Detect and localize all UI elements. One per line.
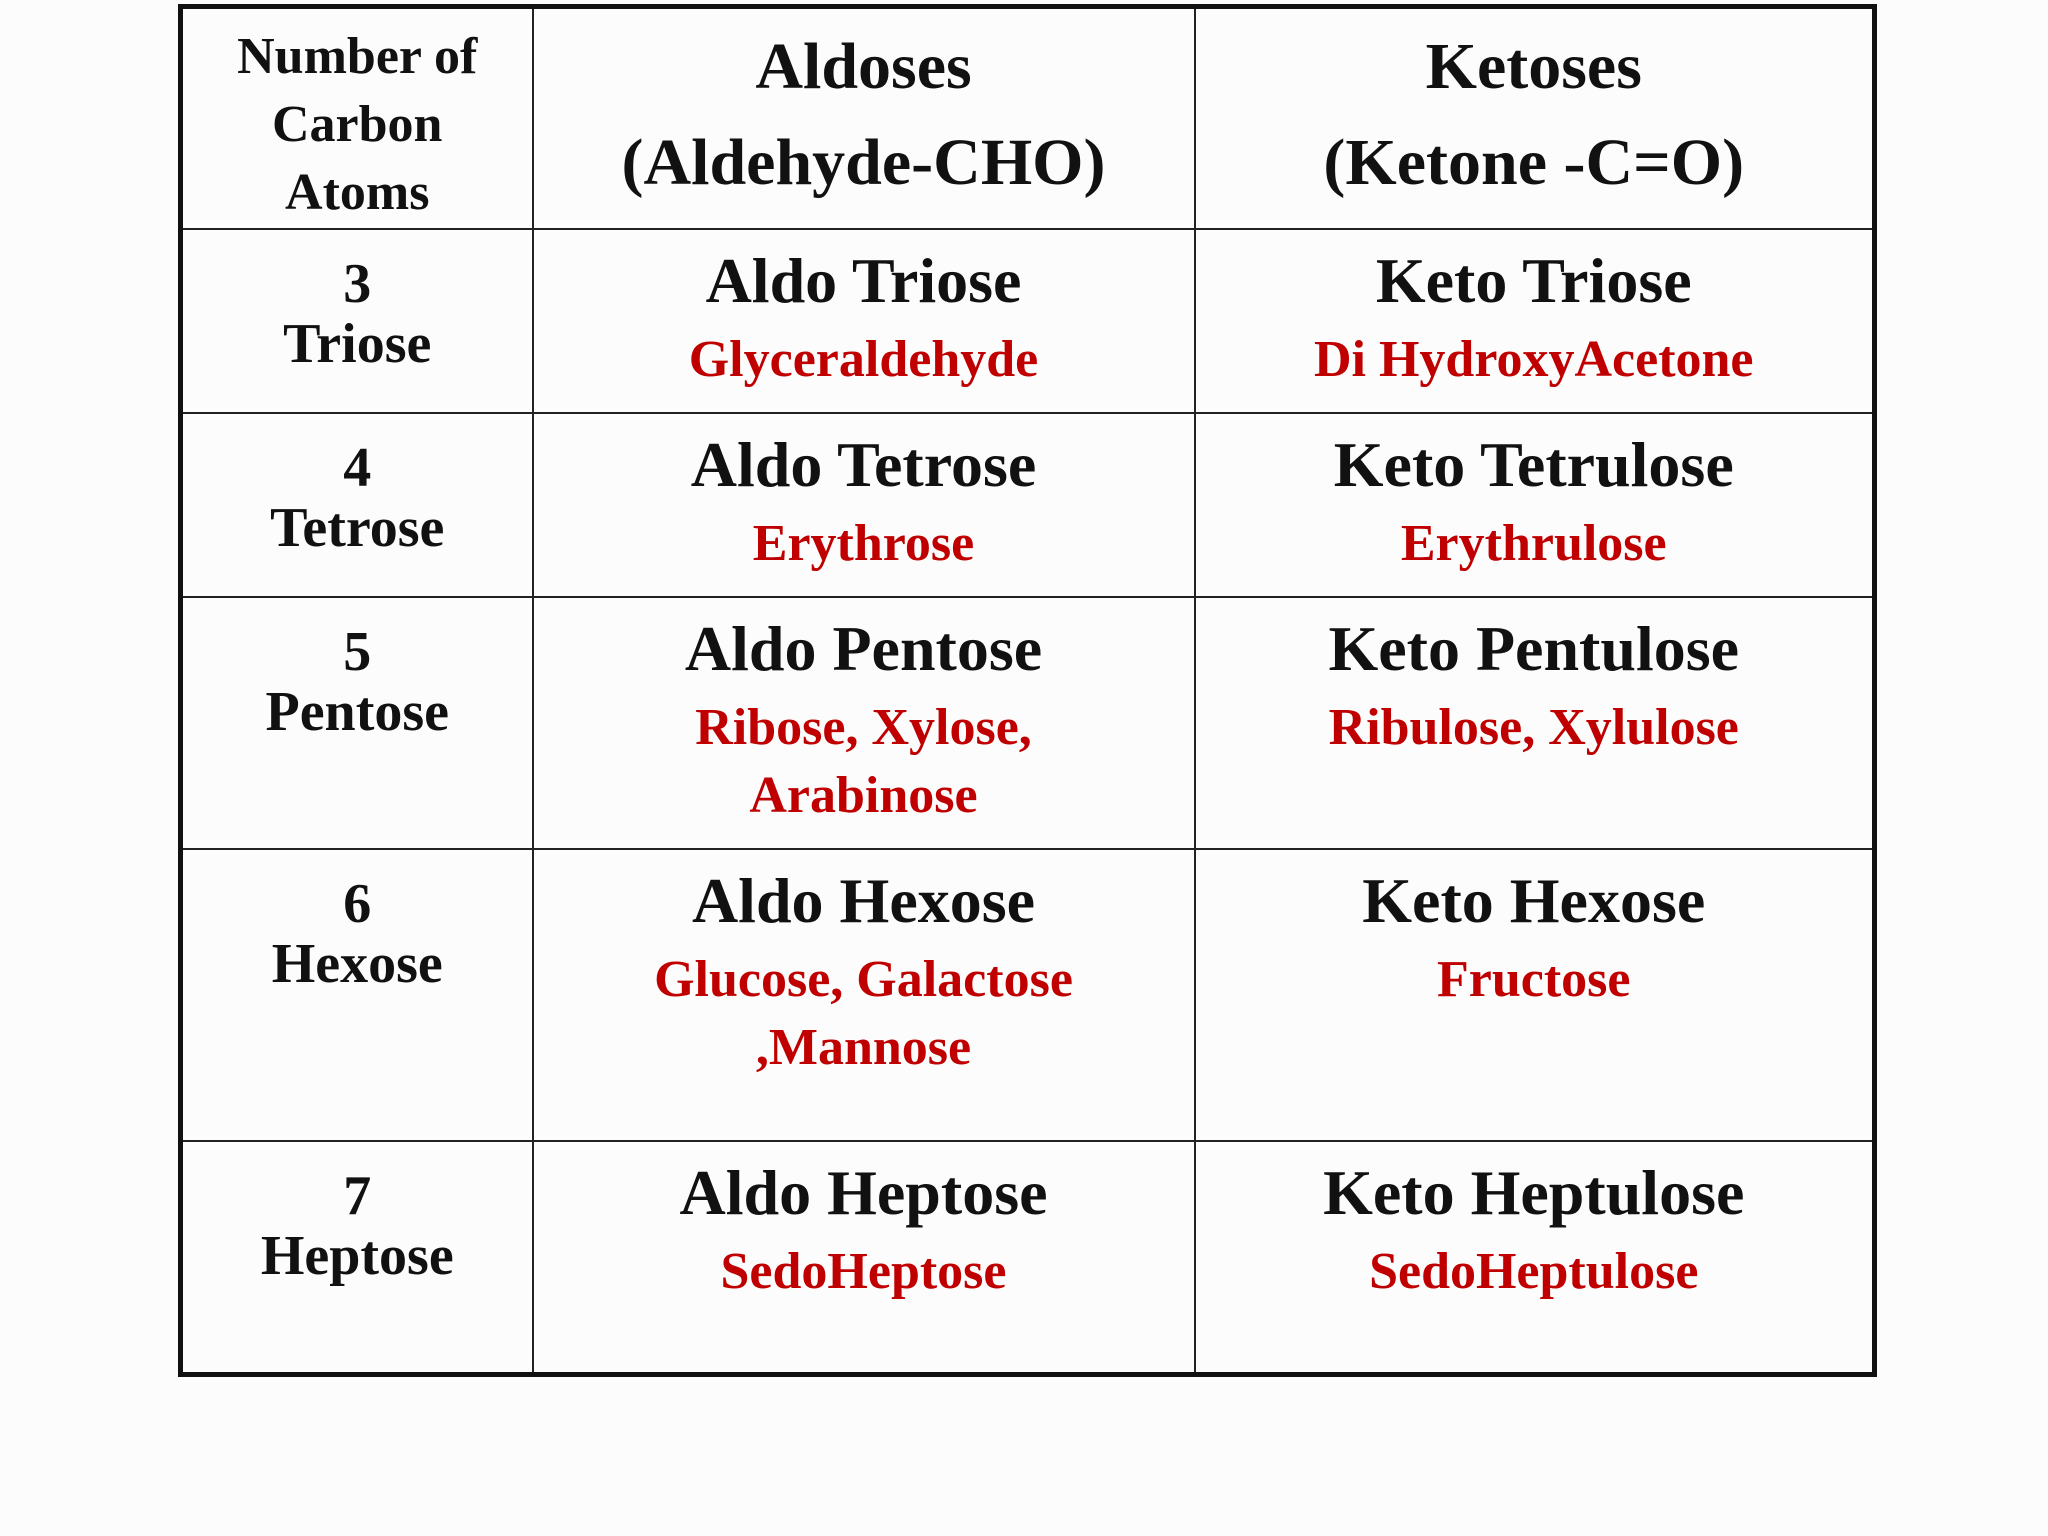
aldose-example: Glyceraldehyde bbox=[688, 330, 1039, 388]
carbon-cell bbox=[181, 597, 533, 849]
table-row bbox=[181, 229, 1875, 413]
aldose-example: Ribose, Xylose, bbox=[695, 698, 1032, 756]
monosaccharide-classification-table bbox=[178, 4, 1877, 1377]
ketose-class: Keto Hexose bbox=[1362, 864, 1706, 936]
ketose-example: Ribulose, Xylulose bbox=[1328, 698, 1739, 756]
carbon-cell bbox=[181, 229, 533, 413]
ketose-class: Keto Pentulose bbox=[1328, 612, 1740, 684]
aldose-class: Aldo Tetrose bbox=[690, 428, 1037, 500]
carbon-cell bbox=[181, 849, 533, 1141]
header-ketoses-title: Ketoses bbox=[1425, 30, 1642, 103]
ketose-class: Keto Tetrulose bbox=[1333, 428, 1734, 500]
aldose-example: Arabinose bbox=[749, 766, 978, 824]
header-carbon-atoms bbox=[181, 7, 533, 229]
ketose-example: Fructose bbox=[1437, 950, 1631, 1008]
aldose-class: Aldo Triose bbox=[705, 244, 1022, 316]
carbon-name: Triose bbox=[283, 312, 432, 375]
header-carbon-line: Number of bbox=[237, 28, 478, 85]
table-row bbox=[181, 597, 1875, 849]
carbon-count: 5 bbox=[343, 620, 372, 683]
carbon-count: 6 bbox=[343, 872, 372, 935]
header-aldoses-subtitle: (Aldehyde-CHO) bbox=[621, 126, 1106, 199]
aldose-cell bbox=[533, 597, 1195, 849]
aldose-class: Aldo Heptose bbox=[679, 1156, 1048, 1228]
ketose-cell bbox=[1195, 229, 1875, 413]
header-ketoses bbox=[1195, 7, 1875, 229]
ketose-cell bbox=[1195, 597, 1875, 849]
table-header-row bbox=[181, 7, 1875, 229]
carbon-cell bbox=[181, 1141, 533, 1375]
ketose-example: Erythrulose bbox=[1400, 514, 1667, 572]
aldose-cell bbox=[533, 229, 1195, 413]
carbon-cell bbox=[181, 413, 533, 597]
ketose-class: Keto Triose bbox=[1375, 244, 1692, 316]
header-ketoses-subtitle: (Ketone -C=O) bbox=[1323, 126, 1745, 199]
ketose-class: Keto Heptulose bbox=[1323, 1156, 1745, 1228]
carbon-count: 7 bbox=[343, 1164, 372, 1227]
carbon-count: 4 bbox=[343, 436, 372, 499]
carbon-name: Heptose bbox=[260, 1224, 454, 1287]
aldose-example: SedoHeptose bbox=[720, 1242, 1007, 1300]
carbon-name: Tetrose bbox=[270, 496, 445, 559]
table-row bbox=[181, 849, 1875, 1141]
table-row bbox=[181, 1141, 1875, 1375]
header-carbon-line: Atoms bbox=[285, 164, 430, 221]
carbon-name: Hexose bbox=[271, 932, 443, 995]
header-aldoses-title: Aldoses bbox=[755, 30, 972, 103]
aldose-example: ,Mannose bbox=[755, 1018, 972, 1076]
ketose-cell bbox=[1195, 1141, 1875, 1375]
carbon-name: Pentose bbox=[265, 680, 449, 743]
aldose-class: Aldo Hexose bbox=[691, 864, 1036, 936]
ketose-example: SedoHeptulose bbox=[1369, 1242, 1699, 1300]
ketose-example: Di HydroxyAcetone bbox=[1313, 330, 1754, 388]
ketose-cell bbox=[1195, 849, 1875, 1141]
aldose-cell bbox=[533, 1141, 1195, 1375]
header-aldoses bbox=[533, 7, 1195, 229]
aldose-example: Glucose, Galactose bbox=[654, 950, 1073, 1008]
header-carbon-line: Carbon bbox=[272, 96, 443, 153]
table-row bbox=[181, 413, 1875, 597]
aldose-cell bbox=[533, 849, 1195, 1141]
carbon-count: 3 bbox=[343, 252, 372, 315]
aldose-cell bbox=[533, 413, 1195, 597]
aldose-class: Aldo Pentose bbox=[684, 612, 1043, 684]
aldose-example: Erythrose bbox=[752, 514, 975, 572]
ketose-cell bbox=[1195, 413, 1875, 597]
